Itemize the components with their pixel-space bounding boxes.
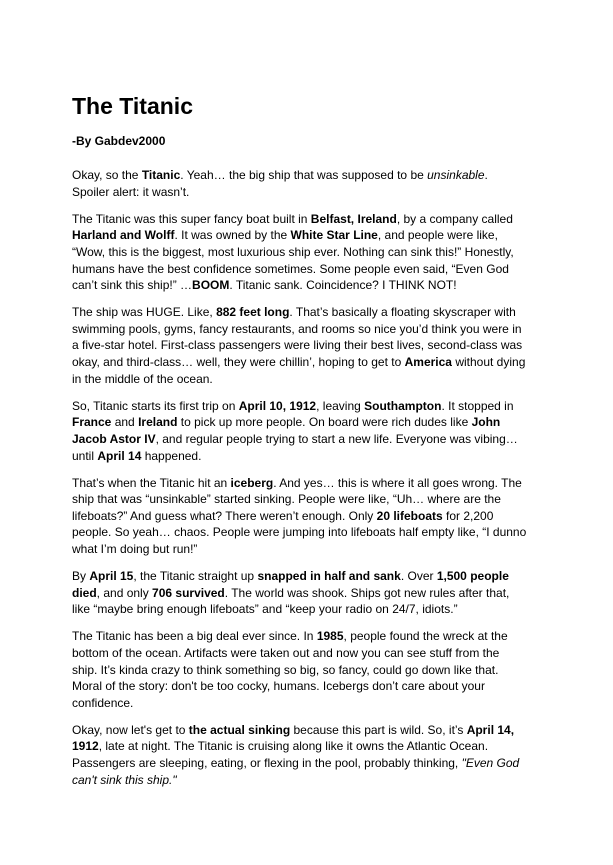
text-run: because this part is wild. So, it’s [290,722,467,737]
bold-text-run: April 10, 1912 [238,398,317,413]
text-run: That’s when the Titanic hit an [72,475,231,490]
bold-text-run: France [72,415,112,430]
bold-text-run: iceberg [230,475,274,490]
text-run: , by a company called [396,211,513,226]
bold-text-run: Harland and Wolff [72,228,175,243]
bold-text-run: April 15 [89,569,134,584]
bold-text-run: April 14 [97,448,142,463]
paragraph [72,628,527,711]
bold-text-run: BOOM [192,278,230,293]
text-run: . Over [400,569,437,584]
text-run: , and regular people trying to start a new life. Everyone was vibing… until [72,431,518,463]
text-run: . Yeah… the big ship that was supposed to be [180,168,428,183]
bold-text-run: 1985 [316,629,344,644]
document-byline: -By Gabdev2000 [72,133,166,148]
bold-text-run: 20 lifeboats [376,508,443,523]
bold-text-run: White Star Line [290,228,378,243]
text-run: So, Titanic starts its first trip on [72,398,239,413]
text-run: , the Titanic straight up [133,569,258,584]
text-run: happened. [141,448,202,463]
paragraph [72,568,527,618]
text-run: . It stopped in [441,398,514,413]
bold-text-run: 706 survived [152,585,225,600]
text-run: The Titanic has been a big deal ever since. In [72,629,317,644]
text-run: for 2,200 people. So yeah… chaos. People were jumping into lifeboats half empty like, “I dunno what I’m doing but run!” [72,508,527,557]
document-title: The Titanic [72,93,193,119]
text-run: without dying in the middle of the ocean. [72,355,526,386]
bold-text-run: Ireland [138,415,178,430]
document-body [72,167,527,788]
text-run: . And yes… this is where it all goes wrong. The ship that was “unsinkable” started sinking. People were like, “Uh… where are the lifeboats?” And guess what? There weren’t enough. Only [72,475,522,523]
paragraph [72,304,527,387]
text-run: . That’s basically a floating skyscraper with swimming pools, gyms, fancy restaurants, and rooms so nice you’d think you were in a five-star hotel. First-class passengers were living their best lives, second-class was okay, and third-class… well, they were chillin’, hoping to get to [72,305,523,370]
text-run: Okay, so the [72,168,142,183]
text-run: Okay, now let's get to [72,722,189,737]
bold-text-run: John Jacob Astor IV [72,415,501,446]
italic-text-run: unsinkable [427,168,485,183]
text-run: , and only [96,585,153,600]
paragraph [72,167,527,200]
text-run: By [72,569,90,584]
text-run: . Spoiler alert: it wasn’t. [72,168,488,199]
text-run: . It was owned by the [174,228,291,243]
bold-text-run: 1,500 people died [72,569,509,600]
bold-text-run: Titanic [141,168,181,183]
paragraph [72,722,527,788]
bold-text-run: Belfast, Ireland [310,211,397,226]
bold-text-run: America [404,355,452,370]
bold-text-run: 882 feet long [216,305,290,320]
text-run: to pick up more people. On board were rich dudes like [177,415,472,430]
bold-text-run: April 14, 1912 [72,722,515,754]
bold-text-run: the actual sinking [188,722,291,737]
text-run: The ship was HUGE. Like, [72,305,217,320]
text-run: , leaving [316,398,365,413]
text-run: . Titanic sank. Coincidence? I THINK NOT! [229,278,457,293]
text-run: The Titanic was this super fancy boat built in [72,211,311,226]
text-run: . The world was shook. Ships got new rules after that, like “maybe bring enough lifeboats” and “keep your radio on 24/7, idiots.” [72,585,510,617]
italic-text-run: "Even God can't sink this ship." [72,756,520,787]
paragraph [72,398,527,464]
paragraph [72,475,527,558]
text-run: , late at night. The Titanic is cruising along like it owns the Atlantic Ocean. Passengers are sleeping, eating, or flexing in the pool, probably thinking, [72,739,489,771]
text-run: , people found the wreck at the bottom of the ocean. Artifacts were taken out and now you can see stuff from the ship. It’s kinda crazy to think something so big, so fancy, could go down like that. Moral of the story: don't be too cocky, humans. Icebergs don’t care about your confidence. [72,629,508,710]
bold-text-run: Southampton [364,398,442,413]
text-run: and [111,415,139,430]
text-run: , and people were like, “Wow, this is the biggest, most luxurious ship ever. Nothing can sink this!” Honestly, humans have the best confidence sometimes. Some people even said, “Even God can’t sink this ship!” … [72,228,514,293]
bold-text-run: snapped in half and sank [257,569,401,584]
paragraph [72,211,527,294]
